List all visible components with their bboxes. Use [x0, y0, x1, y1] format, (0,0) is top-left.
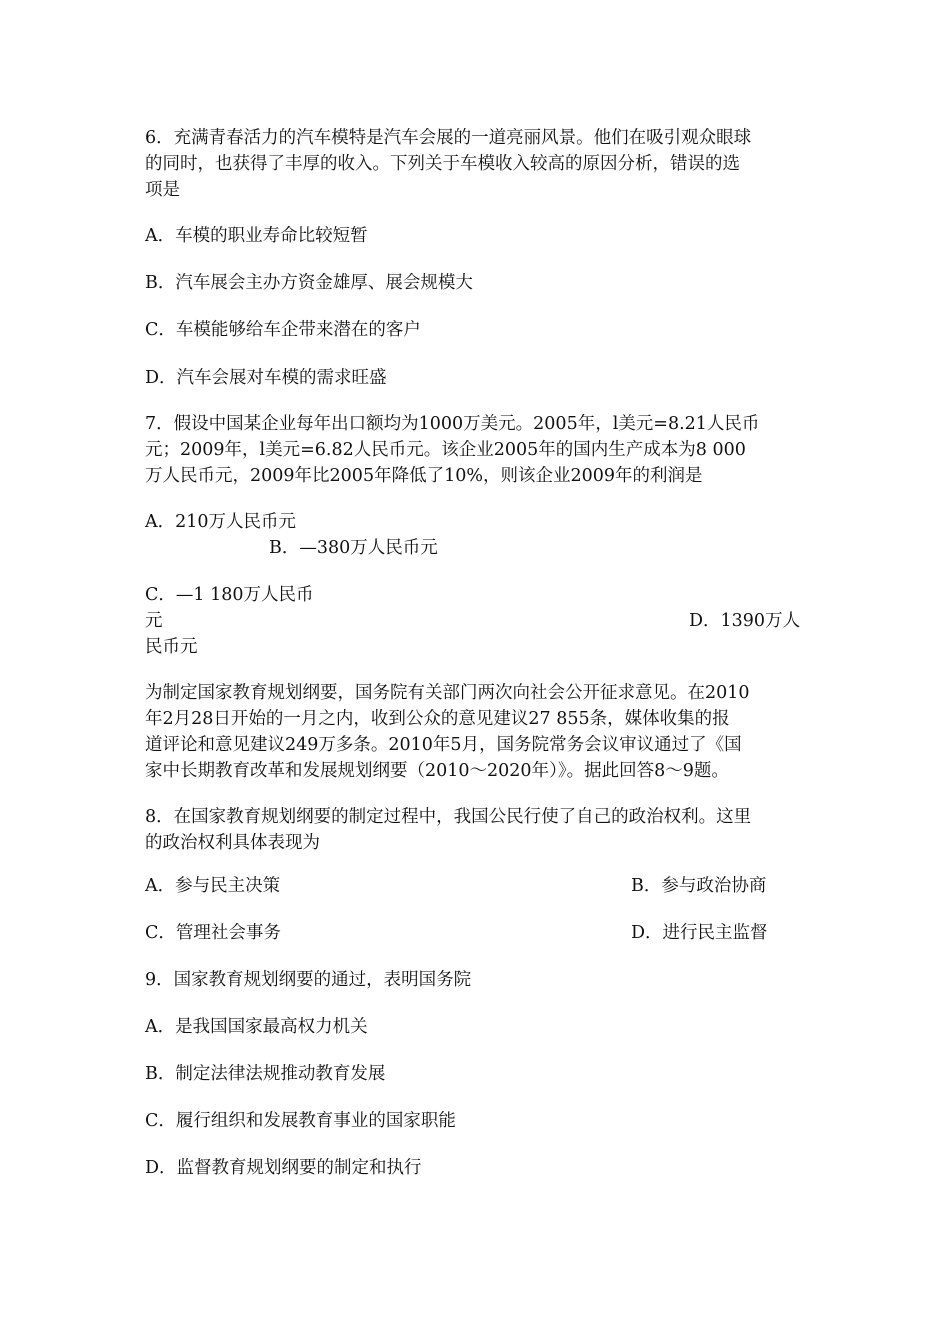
q8-option-a: A．参与民主决策	[145, 876, 281, 896]
material-line-4: 家中长期教育改革和发展规划纲要（2010～2020年）》。据此回答8～9题。	[145, 761, 729, 781]
q8-option-c: C．管理社会事务	[145, 923, 281, 943]
q7-option-b: B．—380万人民币元	[269, 538, 438, 558]
q7-stem-line-3: 万人民币元，2009年比2005年降低了10%，则该企业2009年的利润是	[145, 466, 703, 486]
q7-stem-line-2: 元；2009年，l美元=6.82人民币元。该企业2005年的国内生产成本为8 000	[145, 440, 746, 460]
q6-option-d: D．汽车会展对车模的需求旺盛	[145, 368, 387, 388]
q7-stem-line-1: 7．假设中国某企业每年出口额均为1000万美元。2005年，l美元=8.21人民币	[145, 414, 760, 434]
q6-stem-line-3: 项是	[145, 180, 180, 200]
q9-option-b: B．制定法律法规推动教育发展	[145, 1064, 386, 1084]
q7-option-a: A．210万人民币元	[145, 512, 297, 532]
material-line-2: 年2月28日开始的一月之内，收到公众的意见建议27 855条，媒体收集的报	[145, 709, 730, 729]
q8-option-d: D．进行民主监督	[631, 923, 768, 943]
q8-stem-line-2: 的政治权利具体表现为	[145, 833, 320, 853]
q6-stem-line-2: 的同时，也获得了丰厚的收入。下列关于车模收入较高的原因分析，错误的选	[145, 154, 740, 174]
q7-option-d-part-1: D．1390万人	[689, 611, 801, 631]
q9-stem: 9．国家教育规划纲要的通过，表明国务院	[145, 970, 472, 990]
q6-option-c: C．车模能够给车企带来潜在的客户	[145, 320, 421, 340]
q6-option-a: A．车模的职业寿命比较短暂	[145, 226, 368, 246]
q8-stem-line-1: 8．在国家教育规划纲要的制定过程中，我国公民行使了自己的政治权利。这里	[145, 807, 752, 827]
q9-option-a: A．是我国国家最高权力机关	[145, 1017, 368, 1037]
q6-stem-line-1: 6．充满青春活力的汽车模特是汽车会展的一道亮丽风景。他们在吸引观众眼球	[145, 128, 752, 148]
q9-option-c: C．履行组织和发展教育事业的国家职能	[145, 1111, 456, 1131]
q6-option-b: B．汽车展会主办方资金雄厚、展会规模大	[145, 273, 473, 293]
q7-option-c-part-2: 元	[145, 611, 163, 631]
q7-option-d-part-2: 民币元	[145, 637, 198, 657]
q8-option-b: B．参与政治协商	[631, 876, 767, 896]
q7-option-c-part-1: C．—1 180万人民币	[145, 585, 314, 605]
q9-option-d: D．监督教育规划纲要的制定和执行	[145, 1158, 422, 1178]
material-line-1: 为制定国家教育规划纲要，国务院有关部门两次向社会公开征求意见。在2010	[145, 683, 750, 703]
material-line-3: 道评论和意见建议249万多条。2010年5月，国务院常务会议审议通过了《国	[145, 735, 742, 755]
